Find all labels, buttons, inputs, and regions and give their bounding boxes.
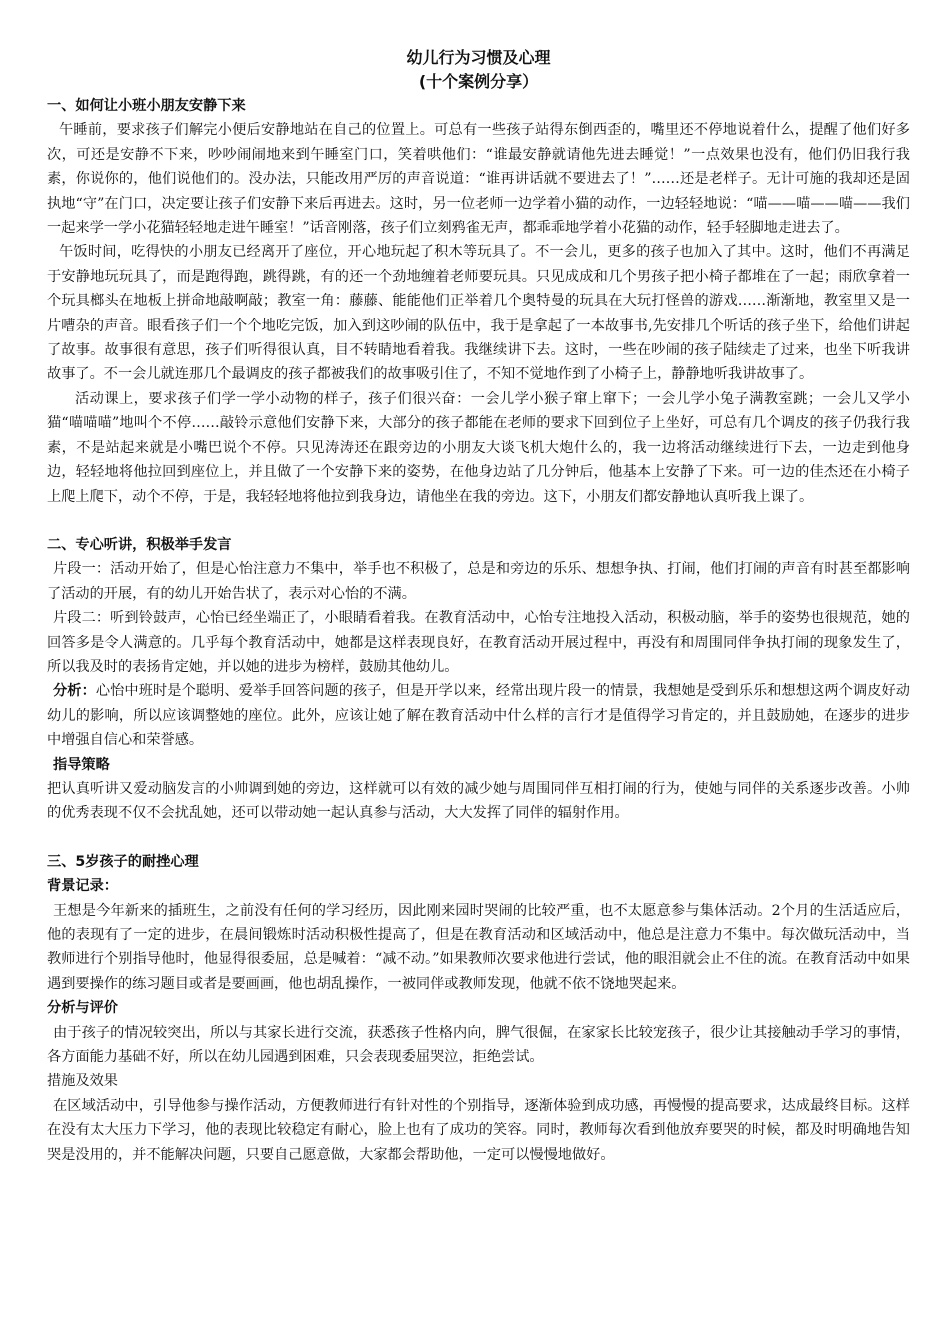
- section-3-heading: 三、5岁孩子的耐挫心理: [47, 853, 199, 870]
- section-2-analysis: [47, 679, 910, 752]
- section-1-paragraph-2: 午饭时间，吃得快的小朋友已经离开了座位，开心地玩起了积木等玩具了。不一会儿，更多的孩子也加入了其中。这时，他们不再满足于安静地玩玩具了，而是跑得跑，跳得跳，有的还一个劲地缠着老师要玩具。只见成成和几个男孩子把小椅子都堆在了一起；雨欣拿着一个玩具榔头在地板上拼命地敲啊敲；教室一角：藤藤、能能他们正举着几个奥特曼的玩具在大玩打怪兽的游戏……渐渐地，教室里又是一片嘈杂的声音。眼看孩子们一个个地吃完饭，加入到这吵闹的队伍中，我于是拿起了一本故事书,先安排几个听话的孩子坐下，给他们讲起了故事。故事很有意思，孩子们听得很认真，目不转睛地看着我。我继续讲下去。这时，一些在吵闹的孩子陆续走了过来，也坐下听我讲故事了。不一会儿就连那几个最调皮的孩子都被我们的故事吸引住了，不知不觉地作到了小椅子上，静静地听我讲故事了。: [47, 244, 910, 383]
- analysis-text: 心怡中班时是个聪明、爱举手回答问题的孩子，但是开学以来，经常出现片段一的情景，我想她是受到乐乐和想想这两个调皮好动幼儿的影响，所以应该调整她的座位。此外，应该让她了解在教育活动中什么样的言行才是值得学习肯定的，并且鼓励她，在逐步的进步中增强自信心和荣誉感。: [47, 683, 910, 749]
- section-2-paragraph-1: 片段一：活动开始了，但是心怡注意力不集中，举手也不积极了，总是和旁边的乐乐、想想争执、打闹，他们打闹的声音有时甚至都影响了活动的开展，有的幼儿开始告状了，表示对心怡的不满。: [47, 561, 910, 602]
- background-label: 背景记录：: [47, 878, 118, 895]
- document-title: 幼儿行为习惯及心理: [406, 48, 551, 67]
- section-2-paragraph-4: 把认真听讲又爱动脑发言的小帅调到她的旁边，这样就可以有效的减少她与周围同伴互相打闹的行为，使她与同伴的关系逐步改善。小帅的优秀表现不仅不会扰乱她，还可以带动她一起认真参与活动，大大发挥了同伴的辐射作用。: [47, 780, 910, 822]
- section-1-paragraph-1: 午睡前，要求孩子们解完小便后安静地站在自己的位置上。可总有一些孩子站得东倒西歪的，嘴里还不停地说着什么，提醒了他们好多次，可还是安静不下来，吵吵闹闹地来到午睡室门口，笑着哄他们：“谁最安静就请他先进去睡觉！”一点效果也没有，他们仍旧我行我素，你说你的，他们说他们的。没办法，只能改用严厉的声音说道：“谁再讲话就不要进去了！”……还是老样子。无计可施的我却还是固执地“守”在门口，决定要让孩子们安静下来后再进去。这时，另一位老师一边学着小猫的动作，一边轻轻地说：“喵——喵——喵——我们一起来学一学小花猫轻轻地走进午睡室！”话音刚落，孩子们立刻鸦雀无声，都乖乖地学着小花猫的动作，轻手轻脚地走进去了。: [47, 122, 910, 237]
- spacer: [47, 509, 910, 533]
- analysis-heading: 分析与评价: [47, 1000, 118, 1017]
- section-3-paragraph-3: 在区域活动中，引导他参与操作活动，方便教师进行有针对性的个别指导，逐渐体验到成功感，再慢慢的提高要求，达成最终目标。这样在没有太大压力下学习，他的表现比较稳定有耐心，脸上也有了成功的笑容。同时，教师每次看到他放弃要哭的时候，都及时明确地告知哭是没用的，并不能解决问题，只要自己愿意做，大家都会帮助他，一定可以慢慢地做好。: [47, 1097, 910, 1163]
- spacer: [47, 826, 910, 850]
- section-2-heading: 二、专心听讲，积极举手发言: [47, 536, 232, 553]
- section-2-paragraph-2: 片段二：听到铃鼓声，心怡已经坐端正了，小眼睛看着我。在教育活动中，心怡专注地投入活动，积极动脑，举手的姿势也很规范，她的回答多是令人满意的。几乎每个教育活动中，她都是这样表现良好，在教育活动开展过程中，再没有和周围同伴争执打闹的现象发生了，所以我及时的表扬肯定她，并以她的进步为榜样，鼓励其他幼儿。: [47, 610, 910, 675]
- section-1-paragraph-3: 活动课上，要求孩子们学一学小动物的样子，孩子们很兴奋：一会儿学小猴子窜上窜下；一会儿学小兔子满教室跳；一会儿又学小猫“喵喵喵”地叫个不停……敲铃示意他们安静下来，大部分的孩子都能在老师的要求下回到位子上坐好，可总有几个调皮的孩子仍我行我素，不是站起来就是小嘴巴说个不停。只见涛涛还在跟旁边的小朋友大谈飞机大炮什么的，我一边将活动继续进行下去，一边走到他身边，轻轻地将他拉回到座位上，并且做了一个安静下来的姿势，在他身边站了几分钟后，他基本上安静了下来。可一边的佳杰还在小椅子上爬上爬下，动个不停，于是，我轻轻地将他拉到我身边，请他坐在我的旁边。这下，小朋友们都安静地认真听我上课了。: [47, 390, 910, 505]
- section-3-paragraph-1: 王想是今年新来的插班生，之前没有任何的学习经历，因此刚来园时哭闹的比较严重，也不太愿意参与集体活动。2个月的生活适应后，他的表现有了一定的进步，在晨间锻炼时活动积极性提高了，但是在教育活动和区域活动中，他总是注意力不集中。每次做玩活动中，当教师进行个别指导他时，他显得很委屈，总是喊着：“减不动。”如果教师次要求他进行尝试，他的眼泪就会止不住的流。在教育活动中如果遇到要操作的练习题目或者是要画画，他也胡乱操作，一被同伴或教师发现，他就不依不饶地哭起来。: [47, 902, 910, 992]
- section-3-paragraph-2: 由于孩子的情况较突出，所以与其家长进行交流，获悉孩子性格内向，脾气很倔，在家家长比较宠孩子，很少让其接触动手学习的事情，各方面能力基础不好，所以在幼儿园遇到困难，只会表现委屈哭泣，拒绝尝试。: [47, 1024, 910, 1066]
- section-1-heading: 一、如何让小班小朋友安静下来: [47, 98, 246, 114]
- analysis-label: 分析：: [53, 683, 96, 700]
- document-subtitle: (十个案例分享）: [418, 72, 539, 91]
- measures-heading: 措施及效果: [47, 1073, 118, 1090]
- strategy-heading: 指导策略: [53, 756, 110, 773]
